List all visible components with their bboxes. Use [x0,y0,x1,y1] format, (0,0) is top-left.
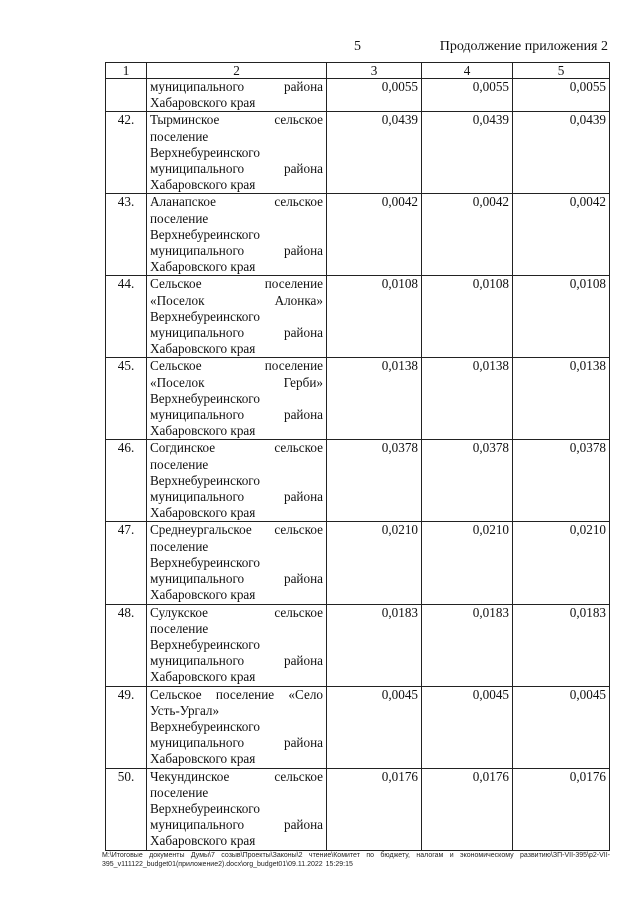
value-cell: 0,0439 [327,112,422,194]
value-cell: 0,0055 [513,79,610,112]
settlement-name [147,79,327,112]
name-line: муниципального района [150,489,323,505]
name-line: поселение [150,456,209,472]
name-line: «Поселок Герби» [150,374,323,390]
value-cell: 0,0439 [422,112,513,194]
column-header: 1 [106,63,147,79]
value-cell: 0,0439 [513,112,610,194]
name-line: поселение [150,784,209,800]
name-line: поселение [150,210,209,226]
value-cell: 0,0138 [513,358,610,440]
column-header: 4 [422,63,513,79]
row-number: 48. [106,604,147,686]
row-number: 50. [106,768,147,850]
value-cell: 0,0138 [327,358,422,440]
name-line: Верхнебуреинского [150,718,260,734]
name-line: муниципального района [150,407,323,423]
value-cell: 0,0378 [327,440,422,522]
page-number: 5 [354,39,361,54]
name-line: Сельское поселение [150,358,323,374]
row-number: 42. [106,112,147,194]
table-row [106,768,610,850]
name-line: Хабаровского края [150,341,256,357]
name-line: муниципального района [150,653,323,669]
row-number: 47. [106,522,147,604]
name-line: Усть-Ургал» [150,702,220,718]
value-cell: 0,0045 [422,686,513,768]
file-path-footer: M:\Итоговые документы Думы\7 созыв\Проекты\Законы\2 чтение\Комитет по бюджету, налогам и экономическому развитию\ЗП-VII-395\р2-VII-395_v111122_budget01(приложение2).docx\org_budget01\09.11.2022 15:29:15 [102,852,610,868]
name-line: Верхнебуреинского [150,472,260,488]
value-cell: 0,0108 [513,276,610,358]
table-row [106,604,610,686]
row-number: 43. [106,194,147,276]
settlement-name [147,604,327,686]
settlement-name [147,112,327,194]
table-row [106,112,610,194]
settlement-name [147,358,327,440]
name-line: Хабаровского края [150,423,256,439]
column-header-row [106,63,610,79]
column-header: 3 [327,63,422,79]
value-cell: 0,0138 [422,358,513,440]
name-line: поселение [150,620,209,636]
table-row [106,440,610,522]
name-line: Верхнебуреинского [150,800,260,816]
name-line: муниципального района [150,325,323,341]
name-line: Чекундинское сельское [150,768,323,784]
name-line: Хабаровского края [150,751,256,767]
name-line: Тырминское сельское [150,112,323,128]
name-line: муниципального района [150,817,323,833]
name-line: Верхнебуреинского [150,554,260,570]
value-cell: 0,0378 [422,440,513,522]
table-row [106,686,610,768]
name-line: Хабаровского края [150,177,256,193]
settlement-name [147,276,327,358]
value-cell: 0,0176 [513,768,610,850]
name-line: Хабаровского края [150,259,256,275]
column-header: 5 [513,63,610,79]
value-cell: 0,0183 [513,604,610,686]
table-row [106,276,610,358]
appendix-table [105,62,610,851]
value-cell: 0,0055 [327,79,422,112]
name-line: Хабаровского края [150,95,256,111]
value-cell: 0,0210 [327,522,422,604]
table-row [106,79,610,112]
name-line: муниципального района [150,735,323,751]
row-number: 45. [106,358,147,440]
name-line: «Поселок Алонка» [150,292,323,308]
row-number: 44. [106,276,147,358]
name-line: Верхнебуреинского [150,144,260,160]
value-cell: 0,0042 [513,194,610,276]
name-line: Сулукское сельское [150,604,323,620]
value-cell: 0,0045 [513,686,610,768]
name-line: Согдинское сельское [150,440,323,456]
name-line: муниципального района [150,571,323,587]
value-cell: 0,0183 [422,604,513,686]
value-cell: 0,0042 [327,194,422,276]
name-line: поселение [150,128,209,144]
name-line: Хабаровского края [150,833,256,849]
value-cell: 0,0176 [422,768,513,850]
continuation-label: Продолжение приложения 2 [439,39,608,54]
table-row [106,194,610,276]
name-line: муниципального района [150,161,323,177]
settlement-name [147,768,327,850]
name-line: Верхнебуреинского [150,636,260,652]
row-number: 46. [106,440,147,522]
settlement-name [147,522,327,604]
name-line: Аланапское сельское [150,194,323,210]
value-cell: 0,0045 [327,686,422,768]
name-line: Хабаровского края [150,505,256,521]
value-cell: 0,0183 [327,604,422,686]
name-line: Верхнебуреинского [150,308,260,324]
table-row [106,522,610,604]
name-line: Верхнебуреинского [150,226,260,242]
value-cell: 0,0108 [327,276,422,358]
value-cell: 0,0176 [327,768,422,850]
value-cell: 0,0210 [513,522,610,604]
name-line: Хабаровского края [150,587,256,603]
name-line: поселение [150,538,209,554]
name-line: Среднеургальское сельское [150,522,323,538]
row-number [106,79,147,112]
settlement-name [147,440,327,522]
name-line: Хабаровского края [150,669,256,685]
name-line: Верхнебуреинского [150,390,260,406]
settlement-name [147,686,327,768]
name-line: муниципального района [150,79,323,94]
name-line: муниципального района [150,243,323,259]
value-cell: 0,0042 [422,194,513,276]
value-cell: 0,0108 [422,276,513,358]
value-cell: 0,0055 [422,79,513,112]
row-number: 49. [106,686,147,768]
table-row [106,358,610,440]
name-line: Сельское поселение «Село [150,686,323,702]
value-cell: 0,0378 [513,440,610,522]
settlement-name [147,194,327,276]
value-cell: 0,0210 [422,522,513,604]
name-line: Сельское поселение [150,276,323,292]
column-header: 2 [147,63,327,79]
